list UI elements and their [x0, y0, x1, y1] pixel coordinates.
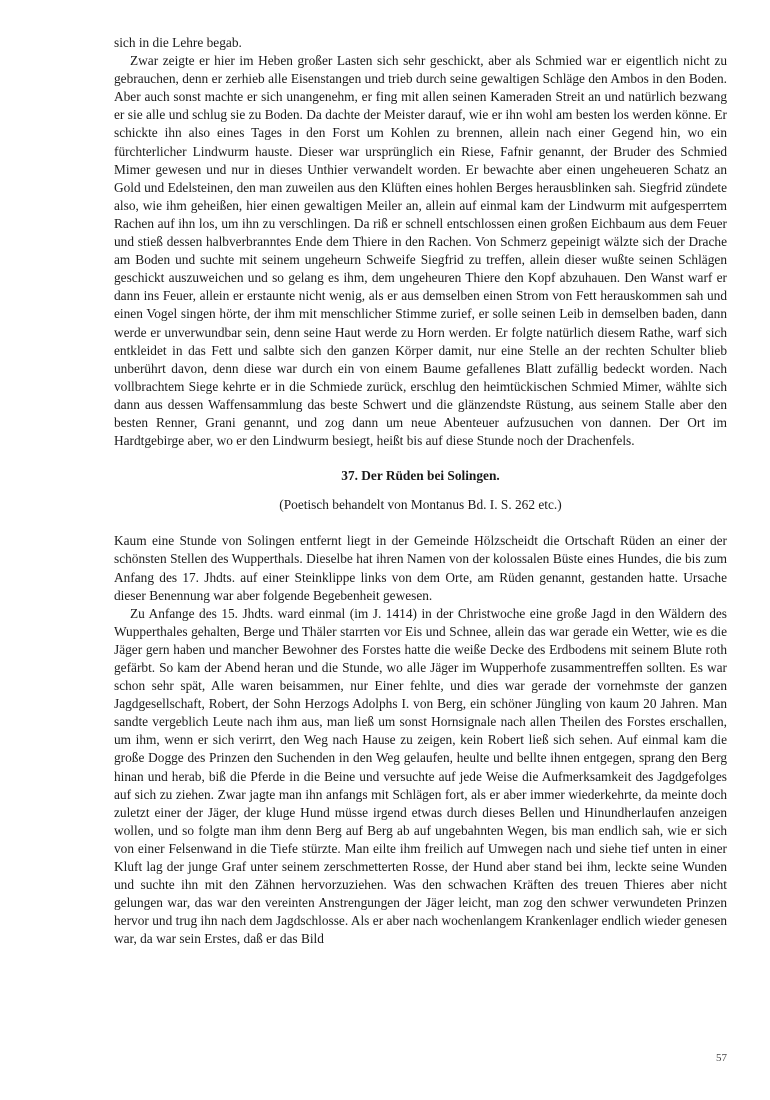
page-body: [114, 34, 727, 949]
page-number: 57: [716, 1052, 727, 1064]
section-subtitle: (Poetisch behandelt von Montanus Bd. I. S. 262 etc.): [279, 497, 562, 513]
paragraph-siegfried: Zwar zeigte er hier im Heben großer Lasten sich sehr geschickt, aber als Schmied war er eigentlich nicht zu gebrauchen, denn er zerhieb alle Eisenstangen und trieb durch seine gewaltigen Schläge den Ambos in den Boden. Aber auch sonst machte er sich unangenehm, er fing mit allen seinen Kameraden Streit an und natürlich bezwang er sie alle und schlug sie zu Boden. Da dachte der Meister darauf, wie er ihn wohl am besten los werden könne. Er schickte ihn also eines Tages in den Forst um Kohlen zu brennen, allein nach einer Gegend hin, wo ein fürchterlicher Lindwurm hauste. Dieser war ursprünglich ein Riese, Fafnir genannt, der Bruder des Schmied Mimer gewesen und nur in dieses Unthier verwandelt worden. Er bewachte aber einen ungeheueren Schatz an Gold und Edelsteinen, den man zuweilen aus den Klüften eines hohlen Berges herausblinken sah. Siegfrid zündete also, wie ihm geheißen, hier einen gewaltigen Meiler an, allein auf einmal kam der Lindwurm mit aufgesperrtem Rachen auf ihn los, um ihn zu verschlingen. Da riß er schnell entschlossen einen großen Eichbaum aus dem Feuer und stieß dessen halbverbranntes Ende dem Thiere in den Rachen. Von Schmerz gepeinigt wälzte sich der Drache am Boden und suchte mit seinem ungeheurn Schweife Siegfrid zu treffen, allein dieser wußte seinen Schlägen geschickt auszuweichen und so gelang es ihm, dem ungeheuren Thiere den Kopf abzuhauen. Den Wanst warf er dann ins Feuer, allein er erstaunte nicht wenig, als er aus demselben einen Strom von Fett herauskommen sah und einen Vogel singen hörte, der ihm mit menschlicher Stimme zurief, er solle seinen Leib in demselben baden, dann werde er unverwundbar sein, denn seine Haut werde zu Horn werden. Er folgte natürlich diesem Rathe, warf sich entkleidet in das Fett und salbte sich den ganzen Körper damit, nur eine Stelle an der rechten Schulter blieb unberührt davon, denn diese war durch ein von einem Baume gefallenes Blatt zufällig bedeckt worden. Nach vollbrachtem Siege kehrte er in die Schmiede zurück, erschlug den heimtückischen Schmied Mimer, wählte sich dann aus dessen Waffensammlung das beste Schwert und die glänzendste Rüstung, aus seinem Stalle aber den besten Renner, Grani genannt, und zog dann um neue Abenteuer aufzusuchen von dannen. Der Ort im Hardtgebirge aber, wo er den Lindwurm besiegt, heißt bis auf diese Stunde noch der Drachenfels.: [114, 53, 727, 449]
paragraph-intro: Kaum eine Stunde von Solingen entfernt liegt in der Gemeinde Hölzscheidt die Ortschaft Rüden an einer der schönsten Stellen des Wupperthals. Dieselbe hat ihren Namen von der kolossalen Büste eines Hundes, die bis zum Anfang des 17. Jhdts. auf einer Steinklippe links von dem Orte, am Rüden genannt, gestanden hatte. Ursache dieser Benennung war aber folgende Begebenheit gewesen.: [114, 533, 727, 603]
paragraph-continuation: sich in die Lehre begab.: [114, 35, 242, 50]
section-title: 37. Der Rüden bei Solingen.: [341, 468, 500, 484]
paragraph-story: Zu Anfange des 15. Jhdts. ward einmal (im J. 1414) in der Christwoche eine große Jagd in den Wäldern des Wupperthales gehalten, Berge und Thäler starrten vor Eis und Schnee, allein das war gerade ein Wetter, wie es die Jäger gern haben und mancher Bewohner des Forstes hatte die weiße Decke des Erdbodens mit seinem Blute roth gefärbt. So kam der Abend heran und die Stunde, wo alle Jäger im Wupperhofe zusammentreffen sollten. Es war schon sehr spät, Alle waren beisammen, nur Einer fehlte, und dies war gerade der vornehmste der ganzen Jagdgesellschaft, Robert, der Sohn Herzogs Adolphs I. von Berg, ein schöner Jüngling von kaum 20 Jahren. Man sandte vergeblich Leute nach ihm aus, man ließ um sonst Hornsignale nach allen Theilen des Forstes erschallen, um ihm, wenn er sich verirrt, den Weg nach Hause zu zeigen, kein Robert ließ sich sehen. Auf einmal kam die große Dogge des Prinzen den Suchenden in den Weg gelaufen, heulte und bellte ihnen entgegen, sprang den Berg hinan und herab, biß die Pferde in die Beine und versuchte auf jede Weise die Aufmerksamkeit des Jagdgefolges auf sich zu ziehen. Zwar jagte man ihn anfangs mit Schlägen fort, als er aber immer wiederkehrte, da meinte doch zuletzt einer der Jäger, der kluge Hund müsse irgend etwas durch dieses Bellen und Hinundherlaufen anzeigen wollen, und so folgte man ihm denn Berg auf Berg ab auf ungebahnten Wegen, bis man endlich sah, wie er sich von einer Felsenwand in die Tiefe stürzte. Man eilte ihm freilich auf Umwegen nach und siehe tief unten in einer Kluft lag der junge Graf unter seinem zerschmetterten Rosse, der Hund aber stand bei ihm, leckte seine Wunden und suchte ihn mit den Zähnen hervorzuziehen. Was den schwachen Kräften des treuen Thieres aber nicht gelungen war, das war den vereinten Anstrengungen der Jäger leicht, man zog den schwer verwundeten Prinzen hervor und trug ihn nach dem Jagdschlosse. Als er aber nach wochenlangem Krankenlager endlich wieder genesen war, da war sein Erstes, daß er das Bild: [114, 605, 727, 947]
